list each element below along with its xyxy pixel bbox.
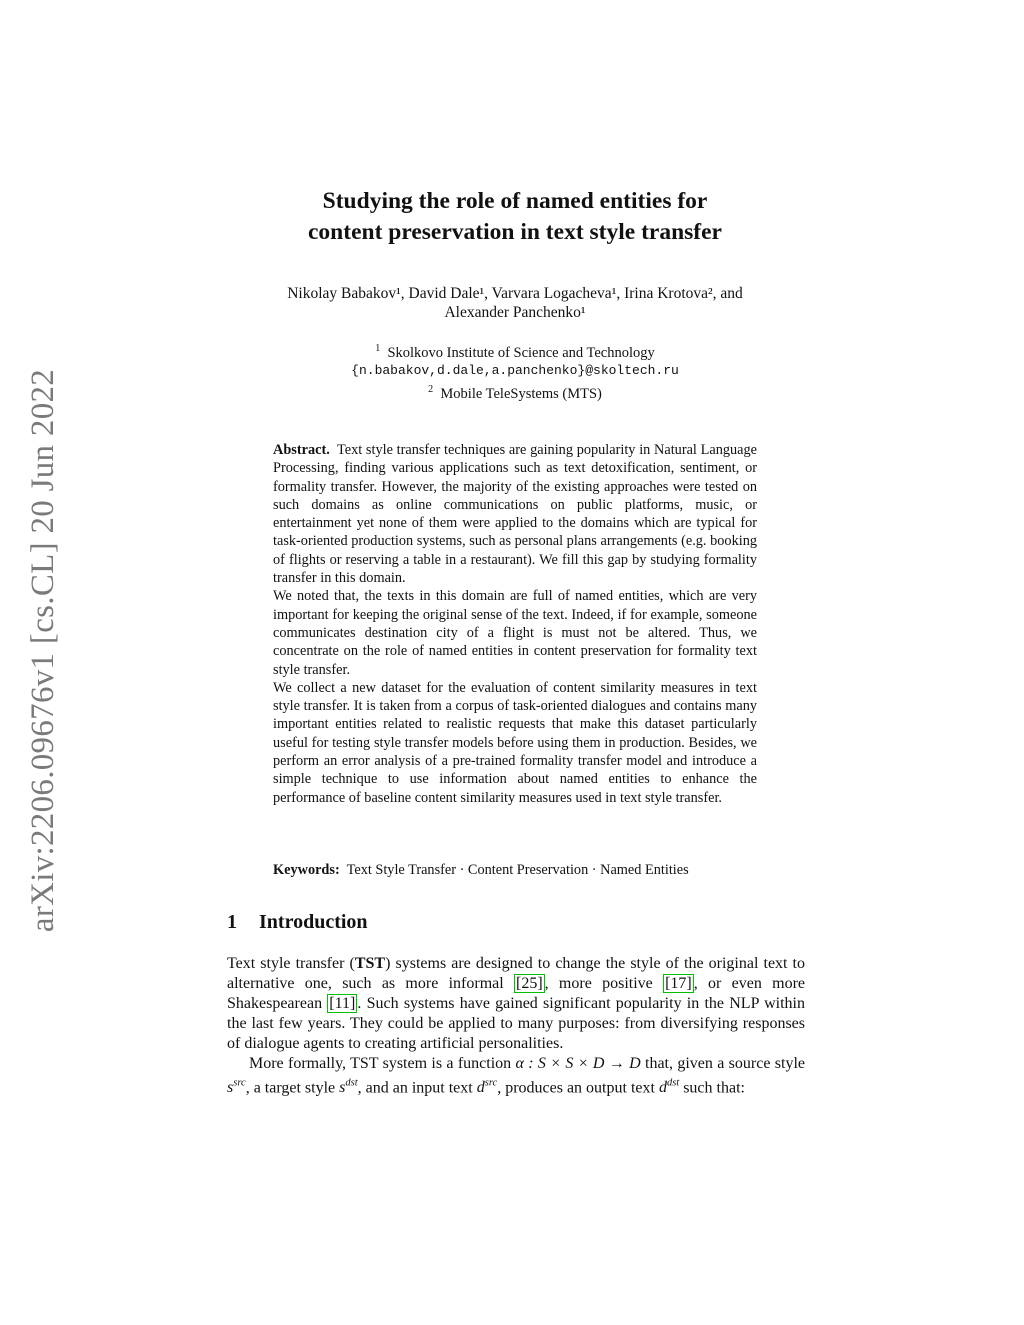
title-line-2: content preservation in text style transfer [308,219,722,245]
section-number: 1 [227,911,237,933]
intro-p1-text-c: , more positive [544,975,664,992]
var-d-src [477,1079,497,1096]
affiliation-1 [200,340,830,362]
intro-p1-text-a: Text style transfer ( [227,955,355,972]
authors-line-2: Alexander Panchenko¹ [444,304,586,321]
intro-p2-text-e: , produces an output text [497,1079,659,1097]
intro-p2-text-a: More formally, TST system is a function [249,1055,516,1072]
affiliation-1-mark: 1 [375,343,381,354]
abstract-label: Abstract. [273,442,330,458]
intro-p1-text-b: ) systems are designed to change the style of the original text to alternative one, such as more informal [227,955,806,992]
var-d-dst [659,1079,679,1096]
intro-paragraph-1 [227,954,805,1054]
intro-p2-text-f: such that: [679,1079,745,1097]
intro-p2-text-b: that, given a source style [640,1055,805,1072]
introduction-body [227,954,805,1098]
abstract-paragraph-3: We collect a new dataset for the evaluation of content similarity measures in text style transfer. It is taken from a corpus of task-oriented dialogues and contains many important entities related to realistic requests that make this dataset particularly useful for testing style transfer models before using them in production. Besides, we perform an error analysis of a pre-trained formality transfer model and introduce a simple technique to use information about named entities to enhance the performance of baseline content similarity measures used in text style transfer. [273,679,757,806]
arxiv-side-stamp [26,360,62,940]
section-title: Introduction [259,911,368,933]
intro-p2-text-d: , and an input text [357,1079,477,1097]
sup-src-1: src [233,1078,246,1089]
affiliations [200,340,830,403]
var-s-2: s [339,1079,346,1097]
affiliation-2-name: Mobile TeleSystems (MTS) [440,385,602,402]
author-emails: {n.babakov,d.dale,a.panchenko}@skoltech.ru [351,363,679,379]
var-s-1: s [227,1079,234,1097]
keywords-label: Keywords: [273,862,340,878]
paper-title [200,186,830,248]
affiliation-1-name: Skolkovo Institute of Science and Technology [387,344,655,361]
var-d-2: d [658,1079,667,1097]
citation-link-25[interactable]: [25] [515,975,543,992]
keywords-text: Text Style Transfer · Content Preservation · Named Entities [346,862,689,878]
sup-dst-2: dst [666,1078,680,1089]
section-heading-introduction [227,911,368,934]
tst-abbreviation: TST [354,955,386,972]
authors-line-1: Nikolay Babakov¹, David Dale¹, Varvara Logacheva¹, Irina Krotova², and [287,285,743,302]
function-signature: α : S × S × D → D [515,1055,641,1072]
intro-p1-text-d: , or even more Shakespearean [227,975,805,1012]
keywords [273,861,757,879]
affiliation-2 [200,381,830,403]
abstract-paragraph-2: We noted that, the texts in this domain are full of named entities, which are very important for keeping the original sense of the text. Indeed, if for example, someone communicates destination city of a flight is must not be altered. Thus, we concentrate on the role of named entities in content preservation for formality text style transfer. [273,588,757,678]
citation-link-17[interactable]: [17] [665,975,692,992]
var-d-1: d [476,1079,485,1097]
author-list [200,284,830,322]
arxiv-identifier: arXiv:2206.09676v1 [cs.CL] 20 Jun 2022 [25,368,62,932]
citation-link-11[interactable]: [11] [329,995,356,1012]
abstract [273,441,757,807]
sup-dst-1: dst [345,1078,358,1089]
var-s-src [227,1079,246,1096]
abstract-text-1: Text style transfer techniques are gaining popularity in Natural Language Processing, finding various applications such as text detoxification, sentiment, or formality transfer. However, the majority of the existing approaches were tested on such domains as online communications on public platforms, music, or entertainment yet none of them were applied to the domains which are typical for task-oriented production systems, such as personal plans arrangements (e.g. booking of flights or reserving a table in a restaurant). We fill this gap by studying formality transfer in this domain. [273,442,758,587]
sup-src-2: src [484,1078,498,1089]
var-s-dst [339,1079,358,1096]
title-line-1: Studying the role of named entities for [322,188,708,214]
affiliation-2-mark: 2 [428,383,434,395]
intro-paragraph-2 [227,1054,805,1098]
abstract-paragraph-1 [273,441,757,587]
intro-p2-text-c: , a target style [245,1079,340,1097]
intro-p1-text-e: . Such systems have gained significant popularity in the NLP within the last few years. They could be applied to many purposes: from diversifying responses of dialogue agents to creating artificial personalities. [227,995,806,1052]
